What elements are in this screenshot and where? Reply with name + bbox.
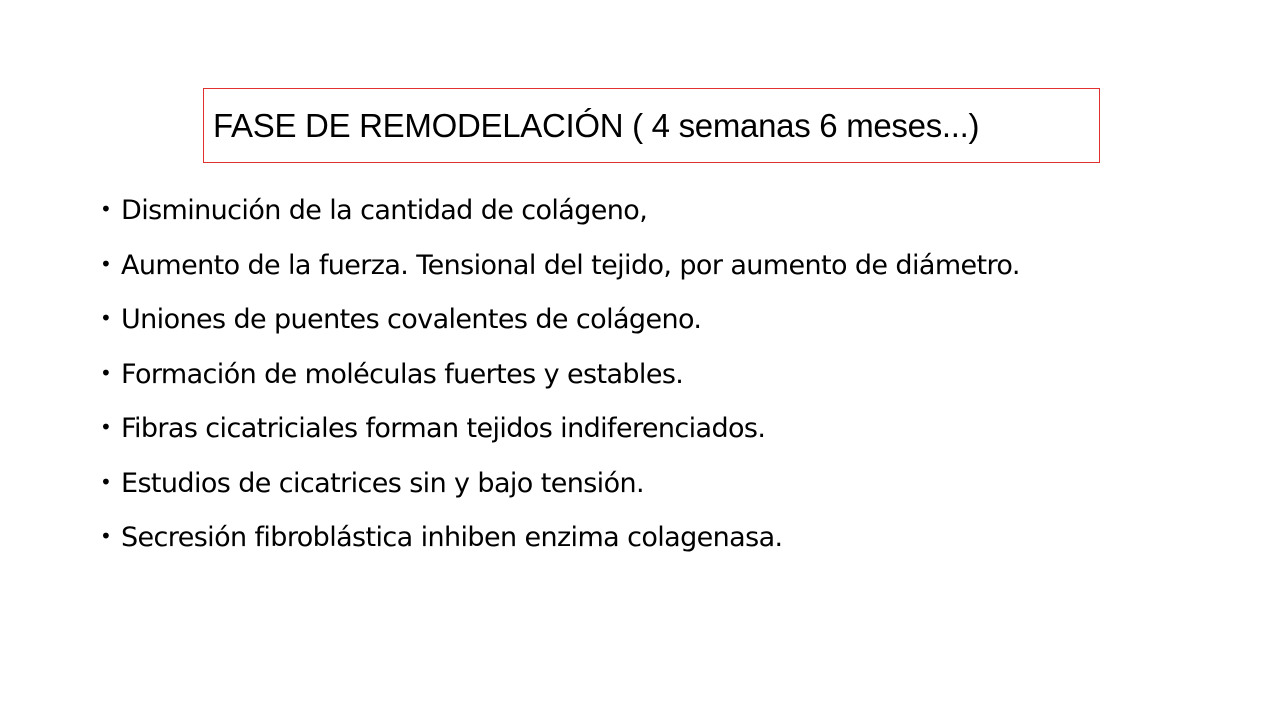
bullet-item	[100, 468, 1020, 523]
bullet-text: Disminución de la cantidad de colágeno,	[121, 195, 648, 226]
bullet-dot-icon: •	[100, 360, 112, 385]
bullet-dot-icon: •	[100, 251, 112, 276]
bullet-dot-icon: •	[100, 306, 112, 330]
bullet-text: Estudios de cicatrices sin y bajo tensión.	[121, 467, 645, 499]
slide-title: FASE DE REMODELACIÓN ( 4 semanas 6 meses...)	[213, 106, 980, 144]
bullet-list	[100, 195, 1020, 577]
bullet-text: Fibras cicatriciales forman tejidos indiferenciados.	[121, 413, 766, 444]
bullet-dot-icon: •	[100, 524, 112, 548]
bullet-item	[100, 304, 1020, 359]
bullet-text: Formación de moléculas fuertes y estables.	[121, 358, 684, 390]
bullet-item	[100, 359, 1020, 414]
bullet-item	[100, 195, 1020, 250]
bullet-text: Aumento de la fuerza. Tensional del tejido, por aumento de diámetro.	[121, 249, 1020, 281]
title-box	[203, 88, 1100, 163]
bullet-item	[100, 250, 1020, 305]
bullet-dot-icon: •	[100, 197, 112, 221]
bullet-dot-icon: •	[100, 469, 112, 494]
bullet-item	[100, 413, 1020, 468]
bullet-item	[100, 522, 1020, 577]
bullet-text: Uniones de puentes covalentes de colágeno.	[121, 304, 702, 335]
bullet-dot-icon: •	[100, 415, 112, 439]
bullet-text: Secresión fibroblástica inhiben enzima colagenasa.	[121, 522, 783, 553]
